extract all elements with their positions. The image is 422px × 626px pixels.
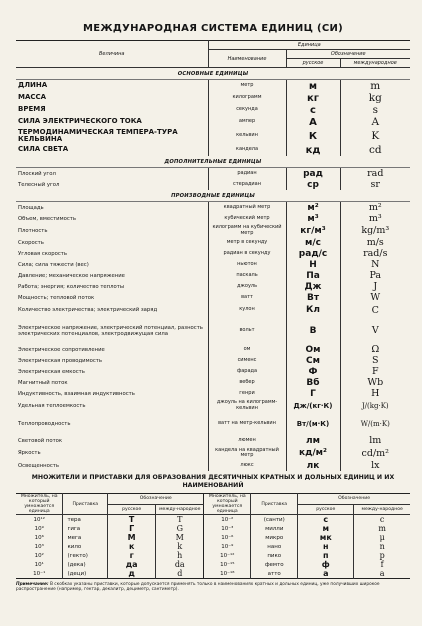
prefix-header-prefix-left: Приставка <box>63 494 108 515</box>
prefix-international-cell: f <box>354 560 410 569</box>
prefix-international-cell: M <box>156 533 204 542</box>
unit-row <box>16 213 410 224</box>
quantity-cell: Работа; энергия; количество теплоты <box>18 283 125 290</box>
prefix-header-russian-right: русское <box>298 504 354 515</box>
international-symbol-cell: m² <box>340 202 410 214</box>
factor-cell: 10³ <box>34 543 44 550</box>
prefix-russian-cell: да <box>108 560 156 569</box>
prefix-header-factor-left: Множитель, на который умножается единица <box>16 494 63 515</box>
quantity-cell: ДЛИНА <box>18 81 48 90</box>
international-symbol-cell: Wb <box>340 377 410 388</box>
russian-symbol-cell: м³ <box>286 213 340 224</box>
unit-name-cell: вольт <box>208 317 286 344</box>
prefix-table <box>16 493 410 579</box>
russian-symbol-cell: Вб <box>286 377 340 388</box>
unit-row <box>16 168 410 180</box>
unit-name-cell: кельвин <box>208 128 286 144</box>
unit-row <box>16 281 410 292</box>
russian-symbol-cell: м <box>286 80 340 93</box>
quantity-cell: Давление; механическое напряжение <box>18 272 125 279</box>
prefix-international-cell: h <box>156 551 204 560</box>
international-symbol-cell: W/(m·K) <box>340 412 410 435</box>
quantity-cell: Объем, вместимость <box>18 215 76 222</box>
quantity-cell: Количество электричества; электрический заряд <box>18 307 158 313</box>
factor-cell: 10¹² <box>33 516 45 523</box>
unit-row <box>16 128 410 144</box>
international-symbol-cell: rad/s <box>340 248 410 259</box>
russian-symbol-cell: Вт/(м·К) <box>286 412 340 435</box>
russian-symbol-cell: Ом <box>286 344 340 355</box>
factor-cell: 10⁻⁹ <box>204 542 251 551</box>
prefix-title: МНОЖИТЕЛИ И ПРИСТАВКИ ДЛЯ ОБРАЗОВАНИЯ ДЕСЯТИЧНЫХ КРАТНЫХ И ДОЛЬНЫХ ЕДИНИЦ И ИХ НАИМЕНОВАНИЙ <box>31 474 395 489</box>
international-symbol-cell: S <box>340 355 410 366</box>
quantity-cell: Световой поток <box>18 437 63 444</box>
russian-symbol-cell: рад <box>286 168 340 180</box>
prefix-name-cell: атто <box>251 569 298 579</box>
si-units-table <box>16 40 410 471</box>
unit-name-cell: паскаль <box>208 270 286 281</box>
international-symbol-cell: sr <box>340 179 410 190</box>
prefix-name-cell: (санти) <box>251 515 298 525</box>
unit-name-cell: люмен <box>208 435 286 446</box>
quantity-cell: Удельная теплоемкость <box>18 402 86 409</box>
international-symbol-cell: cd <box>340 144 410 156</box>
header-russian: русское <box>286 59 340 68</box>
prefix-row <box>16 533 410 542</box>
unit-name-cell: килограмм на кубический метр <box>208 224 286 237</box>
unit-name-cell: ом <box>208 344 286 355</box>
unit-row <box>16 412 410 435</box>
prefix-header-designation-left: Обозначение <box>108 494 204 505</box>
prefix-name-cell: мега <box>63 533 108 542</box>
unit-row <box>16 399 410 412</box>
section-row-base <box>16 68 410 80</box>
unit-name-cell: вебер <box>208 377 286 388</box>
international-symbol-cell: N <box>340 259 410 270</box>
russian-symbol-cell: А <box>286 116 340 128</box>
prefix-international-cell: T <box>156 515 204 525</box>
prefix-name-cell: милли <box>251 524 298 533</box>
quantity-cell: Плотность <box>18 227 48 234</box>
unit-row <box>16 202 410 214</box>
quantity-cell: Яркость <box>18 450 41 456</box>
prefix-row <box>16 515 410 525</box>
unit-name-cell: кандела <box>208 144 286 156</box>
prefix-international-cell: p <box>354 551 410 560</box>
unit-name-cell: сименс <box>208 355 286 366</box>
header-designation: Обозначение <box>286 50 410 59</box>
prefix-international-cell: m <box>354 524 410 533</box>
unit-row <box>16 259 410 270</box>
russian-symbol-cell: кд/м² <box>286 446 340 460</box>
quantity-cell: Электрическое напряжение, электрический потенциал, разность электрических потенциалов, электродвижущая сила <box>18 324 203 337</box>
unit-name-cell: генри <box>208 388 286 399</box>
russian-symbol-cell: кг/м³ <box>286 224 340 237</box>
factor-cell: 10² <box>34 552 44 559</box>
section-row-supplementary <box>16 156 410 168</box>
russian-symbol-cell: кг <box>286 92 340 104</box>
international-symbol-cell: W <box>340 292 410 303</box>
international-symbol-cell: H <box>340 388 410 399</box>
prefix-russian-cell: д <box>108 569 156 579</box>
unit-row <box>16 92 410 104</box>
russian-symbol-cell: лк <box>286 460 340 471</box>
unit-row <box>16 460 410 471</box>
prefix-name-cell: фемто <box>251 560 298 569</box>
unit-name-cell: джоуль <box>208 281 286 292</box>
quantity-cell: Угловая скорость <box>18 250 67 257</box>
russian-symbol-cell: В <box>286 317 340 344</box>
unit-name-cell: ватт <box>208 292 286 303</box>
header-international: международное <box>340 59 410 68</box>
unit-name-cell: кубический метр <box>208 213 286 224</box>
unit-row <box>16 377 410 388</box>
factor-cell: 10⁻¹ <box>33 570 46 577</box>
unit-row <box>16 355 410 366</box>
international-symbol-cell: J <box>340 281 410 292</box>
russian-symbol-cell: Ф <box>286 366 340 377</box>
international-symbol-cell: lm <box>340 435 410 446</box>
footnote-label: Примечание: <box>16 582 49 587</box>
unit-row <box>16 104 410 116</box>
prefix-russian-cell: п <box>298 551 354 560</box>
unit-name-cell: кандела на квадратный метр <box>208 446 286 460</box>
unit-name-cell: ампер <box>208 116 286 128</box>
international-symbol-cell: Pa <box>340 270 410 281</box>
unit-row <box>16 179 410 190</box>
unit-name-cell: радиан в секунду <box>208 248 286 259</box>
unit-row <box>16 224 410 237</box>
unit-name-cell: кулон <box>208 303 286 317</box>
quantity-cell: СИЛА СВЕТА <box>18 145 69 154</box>
quantity-cell: Скорость <box>18 239 44 246</box>
factor-cell: 10⁻¹² <box>204 551 251 560</box>
unit-name-cell: люкс <box>208 460 286 471</box>
quantity-cell: Электрическая проводимость <box>18 357 102 364</box>
footnote-text: В скобках указаны приставки, которые допускается применять только в наименованиях кратных и дольных единиц, уже получивших широкое распространение (например, гектар, декалитр, дециметр, сантиметр). <box>16 582 380 593</box>
unit-name-cell: стерадиан <box>208 179 286 190</box>
international-symbol-cell: rad <box>340 168 410 180</box>
russian-symbol-cell: Кл <box>286 303 340 317</box>
quantity-cell: Электрическое сопротивление <box>18 346 105 353</box>
international-symbol-cell: cd/m² <box>340 446 410 460</box>
international-symbol-cell: Ω <box>340 344 410 355</box>
prefix-international-cell: c <box>354 515 410 525</box>
prefix-international-cell: G <box>156 524 204 533</box>
section-title-derived: ПРОИЗВОДНЫЕ ЕДИНИЦЫ <box>16 190 410 202</box>
unit-row <box>16 344 410 355</box>
prefix-international-cell: n <box>354 542 410 551</box>
unit-row <box>16 388 410 399</box>
quantity-cell: Электрическая емкость <box>18 368 85 375</box>
russian-symbol-cell: Н <box>286 259 340 270</box>
prefix-header-factor-right: Множитель, на который умножается единица <box>204 494 251 515</box>
international-symbol-cell: m <box>340 80 410 93</box>
international-symbol-cell: J/(kg·K) <box>340 399 410 412</box>
unit-row <box>16 270 410 281</box>
quantity-cell: Мощность; тепловой поток <box>18 294 95 301</box>
quantity-cell: Телесный угол <box>18 181 60 188</box>
russian-symbol-cell: К <box>286 128 340 144</box>
unit-name-cell: ньютон <box>208 259 286 270</box>
prefix-name-cell: (гекто) <box>63 551 108 560</box>
factor-cell: 10¹ <box>34 561 44 568</box>
header-quantity: Величина <box>16 41 208 68</box>
unit-row <box>16 446 410 460</box>
russian-symbol-cell: м/с <box>286 237 340 248</box>
quantity-cell: МАССА <box>18 93 47 102</box>
international-symbol-cell: V <box>340 317 410 344</box>
international-symbol-cell: A <box>340 116 410 128</box>
factor-cell: 10⁻³ <box>204 524 251 533</box>
international-symbol-cell: lx <box>340 460 410 471</box>
prefix-russian-cell: н <box>298 542 354 551</box>
russian-symbol-cell: лм <box>286 435 340 446</box>
prefix-name-cell: нано <box>251 542 298 551</box>
russian-symbol-cell: Дж <box>286 281 340 292</box>
factor-cell: 10⁹ <box>34 525 44 532</box>
header-unit: Единица <box>208 41 410 50</box>
factor-cell: 10⁻⁶ <box>204 533 251 542</box>
prefix-russian-cell: Т <box>108 515 156 525</box>
prefix-international-cell: a <box>354 569 410 579</box>
russian-symbol-cell: ср <box>286 179 340 190</box>
unit-row <box>16 248 410 259</box>
quantity-cell: Теплопроводность <box>18 420 71 427</box>
quantity-cell: СИЛА ЭЛЕКТРИЧЕСКОГО ТОКА <box>18 117 142 126</box>
unit-row <box>16 237 410 248</box>
unit-row <box>16 292 410 303</box>
prefix-russian-cell: г <box>108 551 156 560</box>
prefix-russian-cell: мк <box>298 533 354 542</box>
prefix-international-cell: k <box>156 542 204 551</box>
prefix-russian-cell: ф <box>298 560 354 569</box>
unit-row <box>16 144 410 156</box>
prefix-name-cell: тера <box>63 515 108 525</box>
quantity-cell: Индуктивность, взаимная индуктивность <box>18 390 135 397</box>
prefix-name-cell: микро <box>251 533 298 542</box>
prefix-header-prefix-right: Приставка <box>251 494 298 515</box>
prefix-name-cell: (дека) <box>63 560 108 569</box>
unit-row <box>16 303 410 317</box>
prefix-row <box>16 551 410 560</box>
factor-cell: 10⁻¹⁵ <box>204 560 251 569</box>
prefix-header-russian-left: русское <box>108 504 156 515</box>
page-title: МЕЖДУНАРОДНАЯ СИСТЕМА ЕДИНИЦ (СИ) <box>83 23 343 34</box>
quantity-cell: Площадь <box>18 204 44 211</box>
international-symbol-cell: kg/m³ <box>340 224 410 237</box>
unit-name-cell: фарада <box>208 366 286 377</box>
russian-symbol-cell: с <box>286 104 340 116</box>
prefix-row <box>16 542 410 551</box>
unit-row <box>16 116 410 128</box>
russian-symbol-cell: Па <box>286 270 340 281</box>
prefix-header-international-right: между-народное <box>354 504 410 515</box>
international-symbol-cell: F <box>340 366 410 377</box>
factor-cell: 10⁻² <box>204 515 251 525</box>
prefix-row <box>16 560 410 569</box>
unit-name-cell: секунда <box>208 104 286 116</box>
prefix-header-international-left: между-народное <box>156 504 204 515</box>
unit-name-cell: радиан <box>208 168 286 180</box>
prefix-russian-cell: м <box>298 524 354 533</box>
international-symbol-cell: C <box>340 303 410 317</box>
unit-row <box>16 366 410 377</box>
prefix-name-cell: (деци) <box>63 569 108 579</box>
prefix-international-cell: da <box>156 560 204 569</box>
prefix-international-cell: d <box>156 569 204 579</box>
unit-name-cell: килограмм <box>208 92 286 104</box>
russian-symbol-cell: рад/с <box>286 248 340 259</box>
unit-row <box>16 317 410 344</box>
quantity-cell: Магнитный поток <box>18 379 68 386</box>
footnote <box>16 582 410 593</box>
prefix-international-cell: μ <box>354 533 410 542</box>
international-symbol-cell: m³ <box>340 213 410 224</box>
factor-cell: 10⁻¹⁸ <box>204 569 251 579</box>
prefix-russian-cell: Г <box>108 524 156 533</box>
russian-symbol-cell: м² <box>286 202 340 214</box>
unit-row <box>16 80 410 93</box>
international-symbol-cell: m/s <box>340 237 410 248</box>
prefix-header-designation-right: Обозначение <box>298 494 410 505</box>
quantity-cell: ВРЕМЯ <box>18 105 46 114</box>
quantity-cell: ТЕРМОДИНАМИЧЕСКАЯ ТЕМПЕРА-ТУРА КЕЛЬВИНА <box>18 127 178 143</box>
prefix-russian-cell: М <box>108 533 156 542</box>
quantity-cell: Плоский угол <box>18 170 56 177</box>
russian-symbol-cell: См <box>286 355 340 366</box>
section-title-supplementary: ДОПОЛНИТЕЛЬНЫЕ ЕДИНИЦЫ <box>16 156 410 168</box>
unit-row <box>16 435 410 446</box>
quantity-cell: Сила; сила тяжести (вес) <box>18 261 89 268</box>
prefix-name-cell: пико <box>251 551 298 560</box>
international-symbol-cell: K <box>340 128 410 144</box>
unit-name-cell: квадратный метр <box>208 202 286 214</box>
factor-cell: 10⁶ <box>34 534 44 541</box>
unit-name-cell: ватт на метр-кельвин <box>208 412 286 435</box>
international-symbol-cell: kg <box>340 92 410 104</box>
prefix-row <box>16 524 410 533</box>
header-name: Наименование <box>208 50 286 68</box>
russian-symbol-cell: Дж/(кг·К) <box>286 399 340 412</box>
prefix-name-cell: кило <box>63 542 108 551</box>
prefix-russian-cell: а <box>298 569 354 579</box>
section-title-base: ОСНОВНЫЕ ЕДИНИЦЫ <box>16 68 410 80</box>
section-row-derived <box>16 190 410 202</box>
prefix-russian-cell: к <box>108 542 156 551</box>
prefix-row <box>16 569 410 579</box>
russian-symbol-cell: Г <box>286 388 340 399</box>
international-symbol-cell: s <box>340 104 410 116</box>
unit-name-cell: джоуль на килограмм-кельвин <box>208 399 286 412</box>
quantity-cell: Освещенность <box>18 462 59 469</box>
russian-symbol-cell: Вт <box>286 292 340 303</box>
russian-symbol-cell: кд <box>286 144 340 156</box>
prefix-name-cell: гига <box>63 524 108 533</box>
unit-name-cell: метр в секунду <box>208 237 286 248</box>
prefix-russian-cell: с <box>298 515 354 525</box>
unit-name-cell: метр <box>208 80 286 93</box>
